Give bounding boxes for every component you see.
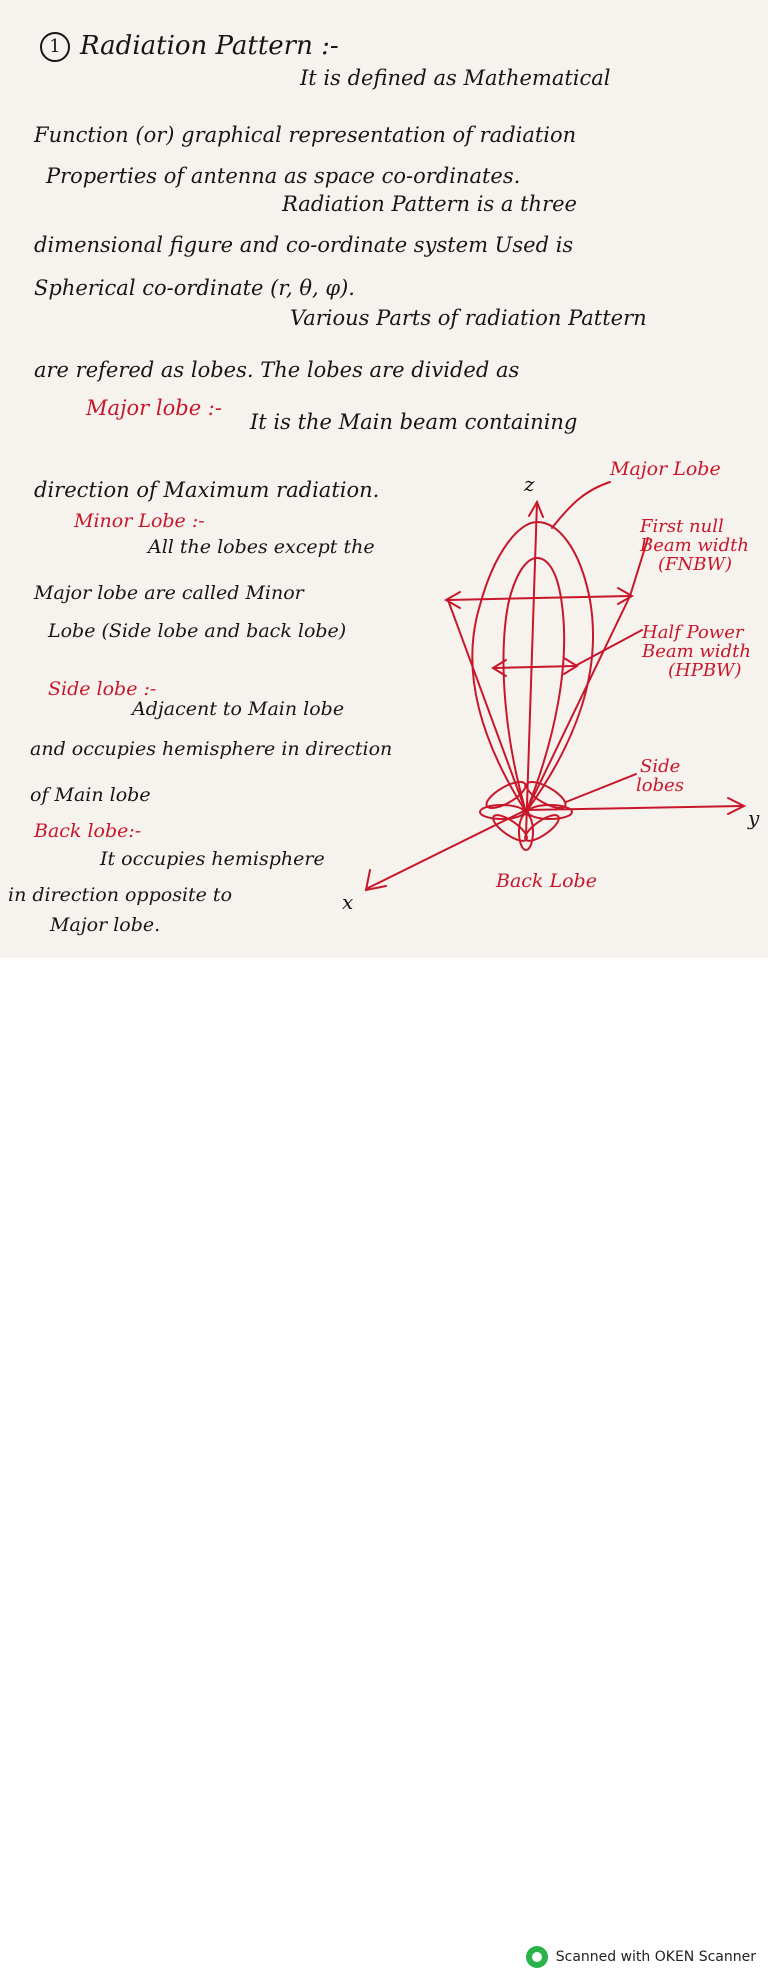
major-lobe-label: Major Lobe <box>610 458 721 480</box>
hpbw-label-line: (HPBW) <box>668 659 742 681</box>
back-lobe-line: in direction opposite to <box>8 884 233 906</box>
minor-lobe-line: Major lobe are called Minor <box>34 582 304 604</box>
back-lobe-petal <box>522 811 563 845</box>
text-line: dimensional figure and co-ordinate system Used is <box>34 233 574 257</box>
side-lobe-line: of Main lobe <box>30 784 151 806</box>
notebook-page <box>0 0 768 958</box>
minor-lobe-line: All the lobes except the <box>148 536 375 558</box>
section-title: Radiation Pattern :- <box>80 31 339 61</box>
text-line: Function (or) graphical representation of radiation <box>34 123 577 147</box>
back-lobe-heading: Back lobe:- <box>34 820 142 842</box>
side-lobes-label-line: lobes <box>636 774 685 796</box>
scan-footer <box>0 958 768 1965</box>
back-lobe-line: It occupies hemisphere <box>100 848 325 870</box>
side-lobe-heading: Side lobe :- <box>48 678 157 700</box>
side-lobes-leader <box>566 774 636 802</box>
y-axis-label: y <box>748 806 760 830</box>
scanner-logo-icon <box>526 1946 548 1968</box>
back-lobe-line: Major lobe. <box>50 914 161 936</box>
fnbw-ray-right <box>526 596 630 812</box>
side-lobe-line: and occupies hemisphere in direction <box>30 738 393 760</box>
major-lobe-line: direction of Maximum radiation. <box>34 478 380 502</box>
hpbw-label <box>642 624 751 681</box>
radiation-pattern-diagram <box>330 440 768 940</box>
major-lobe-leader <box>552 482 610 528</box>
text-line: Radiation Pattern is a three <box>282 192 577 216</box>
text-line: Spherical co-ordinate (r, θ, φ). <box>34 276 355 300</box>
radiation-pattern-svg <box>330 440 768 940</box>
fnbw-label-line: (FNBW) <box>658 553 733 575</box>
side-lobes-label-line: Side <box>640 756 681 777</box>
major-lobe-heading: Major lobe :- <box>86 396 222 420</box>
scanner-watermark <box>526 1946 756 1968</box>
fnbw-label-line: First null <box>640 516 724 537</box>
hpbw-leader <box>575 630 642 666</box>
minor-lobe-heading: Minor Lobe :- <box>74 510 205 532</box>
section-number: 1 <box>40 32 70 62</box>
fnbw-ray-left <box>448 600 526 812</box>
x-axis-label: x <box>342 890 354 914</box>
minor-lobe-line: Lobe (Side lobe and back lobe) <box>48 620 347 642</box>
fnbw-arrow <box>448 596 630 600</box>
text-line: Properties of antenna as space co-ordinates. <box>46 164 521 188</box>
text-line: are refered as lobes. The lobes are divided as <box>34 358 520 382</box>
hpbw-label-line: Half Power <box>642 622 744 643</box>
scanner-text: Scanned with OKEN Scanner <box>555 1949 756 1965</box>
section-heading <box>40 32 339 62</box>
fnbw-label <box>640 518 749 575</box>
side-lobes-label <box>636 758 684 796</box>
back-lobe-petal <box>490 811 531 845</box>
text-line: It is defined as Mathematical <box>300 66 611 90</box>
major-lobe-line: It is the Main beam containing <box>250 410 578 434</box>
back-lobe-label: Back Lobe <box>496 870 597 892</box>
fnbw-label-line: Beam width <box>640 534 749 556</box>
z-axis-label: z <box>524 472 535 496</box>
side-lobe-line: Adjacent to Main lobe <box>132 698 345 720</box>
hpbw-label-line: Beam width <box>642 640 751 662</box>
text-line: Various Parts of radiation Pattern <box>290 306 647 330</box>
